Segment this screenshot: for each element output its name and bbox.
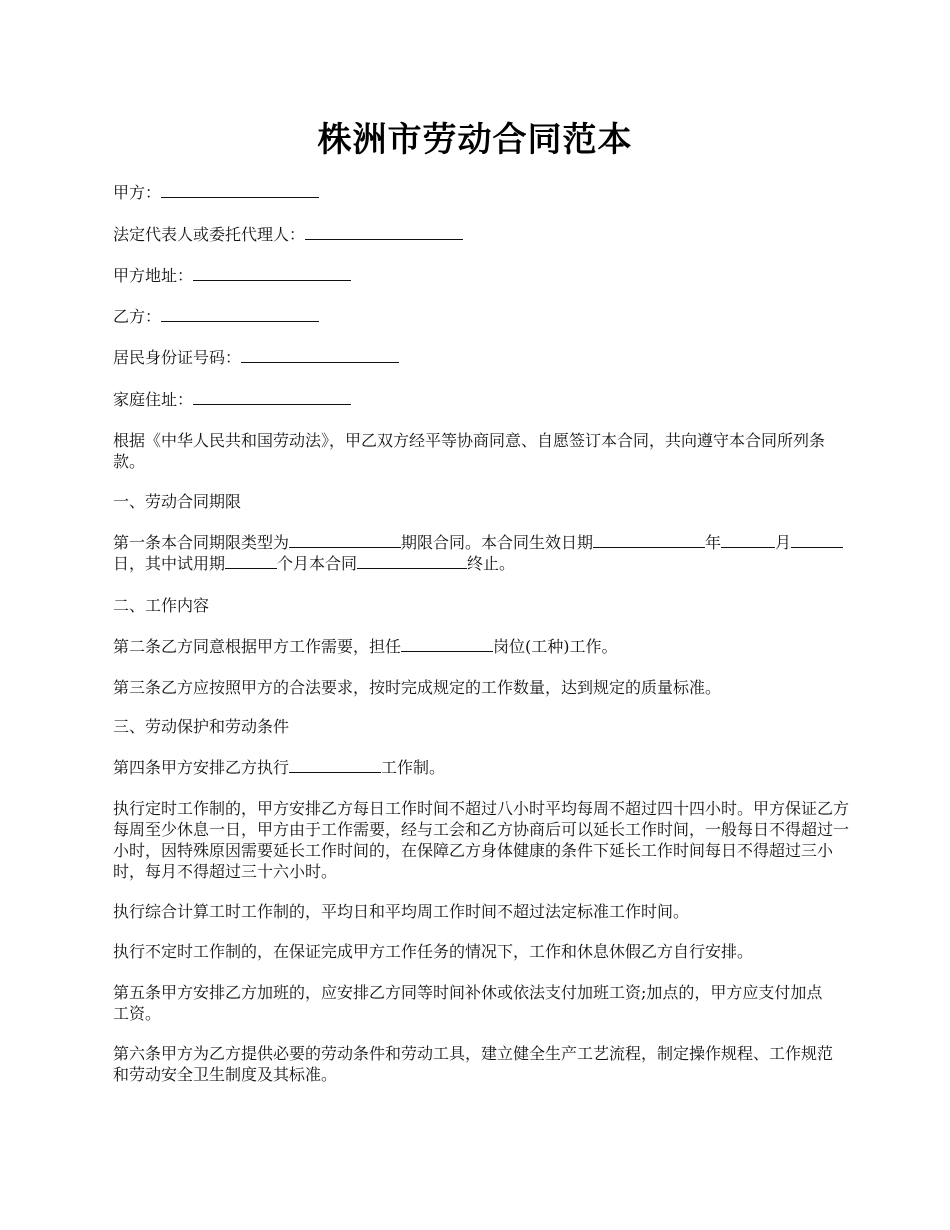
article-2-text-1: 第二条乙方同意根据甲方工作需要，担任: [113, 637, 402, 656]
flexible-hours-paragraph: 执行不定时工作制的，在保证完成甲方工作任务的情况下，工作和休息休假乙方自行安排。: [113, 942, 754, 961]
party-a-blank: [161, 183, 319, 198]
party-a-address-field: [113, 265, 853, 286]
home-address-label: 家庭住址：: [113, 390, 194, 409]
fixed-hours-paragraph: 执行定时工作制的，甲方安排乙方每日工作时间不超过八小时平均每周不超过四十四小时。甲方保证乙方每周至少休息一日，甲方由于工作需要，经与工会和乙方协商后可以延长工作时间，一般每日不得超过一小时，因特殊原因需要延长工作时间的，在保障乙方身体健康的条件下延长工作时间每日不得超过三小时，每月不得超过三十六小时。: [113, 799, 850, 881]
contract-type-blank: [289, 533, 401, 548]
article-1-text-2: 期限合同。本合同生效日期: [401, 533, 594, 552]
article-6: 第六条甲方为乙方提供必要的劳动条件和劳动工具，建立健全生产工艺流程，制定操作规程、工作规范和劳动安全卫生制度及其标准。: [113, 1044, 834, 1084]
article-2-text-2: 岗位(工种)工作。: [493, 637, 618, 656]
day-blank: [791, 533, 843, 548]
article-1-text-6: 个月本合同: [277, 554, 358, 573]
legal-rep-label: 法定代表人或委托代理人：: [113, 225, 306, 244]
id-number-label: 居民身份证号码：: [113, 348, 242, 367]
party-a-address-label: 甲方地址：: [113, 266, 194, 285]
section-1-heading: 一、劳动合同期限: [113, 492, 242, 511]
article-5: 第五条甲方安排乙方加班的，应安排乙方同等时间补休或依法支付加班工资;加点的，甲方应支付加点工资。: [113, 983, 823, 1023]
intro-paragraph: 根据《中华人民共和国劳动法》，甲乙双方经平等协商同意、自愿签订本合同，共向遵守本合同所列条款。: [113, 431, 826, 471]
comprehensive-hours-paragraph: 执行综合计算工时工作制的，平均日和平均周工作时间不超过法定标准工作时间。: [113, 902, 690, 921]
article-1-text-7: 终止。: [467, 554, 516, 573]
party-b-blank: [161, 307, 319, 322]
article-3: 第三条乙方应按照甲方的合法要求，按时完成规定的工作数量，达到规定的质量标准。: [113, 678, 722, 697]
id-number-field: [113, 347, 853, 368]
party-b-label: 乙方：: [113, 307, 162, 326]
work-system-blank: [289, 758, 381, 773]
document-title: 株洲市劳动合同范本: [317, 120, 633, 160]
legal-rep-blank: [305, 225, 463, 240]
legal-rep-field: [113, 224, 853, 245]
article-1: [113, 532, 848, 574]
home-address-blank: [193, 390, 351, 405]
article-2: [113, 636, 853, 657]
article-1-text-4: 月: [775, 533, 792, 552]
position-blank: [401, 637, 493, 652]
party-a-address-blank: [193, 266, 351, 281]
party-a-field: [113, 182, 853, 203]
section-3-heading: 三、劳动保护和劳动条件: [113, 717, 290, 736]
end-date-blank: [357, 554, 467, 569]
probation-blank: [225, 554, 277, 569]
article-1-text-5: 日，其中试用期: [113, 554, 226, 573]
year-blank: [721, 533, 775, 548]
section-2-heading: 二、工作内容: [113, 596, 210, 615]
party-a-label: 甲方：: [113, 183, 162, 202]
article-4-text-2: 工作制。: [381, 758, 446, 777]
home-address-field: [113, 389, 853, 410]
effective-date-blank: [593, 533, 705, 548]
party-b-field: [113, 306, 853, 327]
article-1-text-3: 年: [705, 533, 722, 552]
id-number-blank: [241, 348, 399, 363]
article-1-text-1: 第一条本合同期限类型为: [113, 533, 290, 552]
article-4-text-1: 第四条甲方安排乙方执行: [113, 758, 290, 777]
article-4: [113, 757, 853, 778]
